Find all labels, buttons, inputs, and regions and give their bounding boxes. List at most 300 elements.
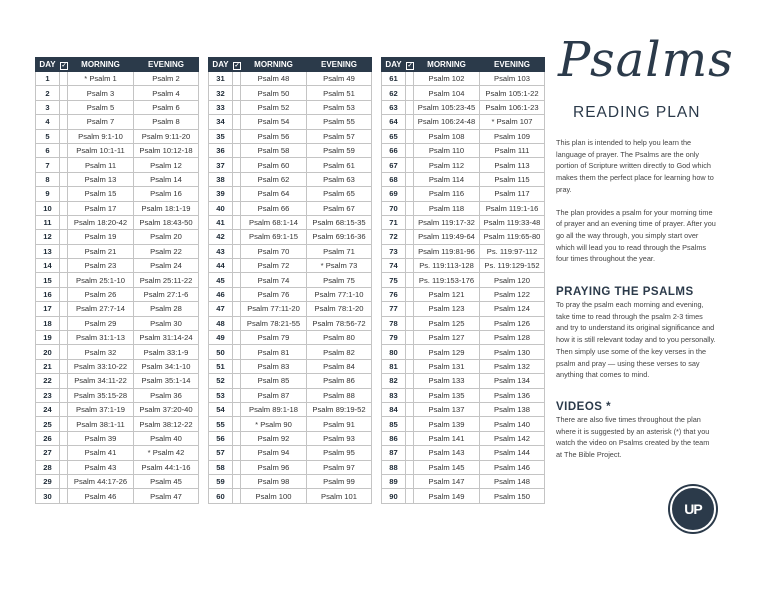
- table-row: [382, 230, 545, 244]
- morning-reading: Ps. 119:113-128: [414, 259, 480, 273]
- evening-reading: Psalm 130: [480, 345, 545, 359]
- checkbox[interactable]: [233, 287, 241, 301]
- table-row: [209, 402, 372, 416]
- evening-reading: Psalm 9:11-20: [134, 129, 199, 143]
- table-row: [36, 374, 199, 388]
- morning-reading: Psalm 121: [414, 287, 480, 301]
- table-row: [382, 172, 545, 186]
- checkbox[interactable]: [406, 302, 414, 316]
- table-row: [36, 417, 199, 431]
- morning-reading: Psalm 41: [68, 446, 134, 460]
- table-row: [382, 129, 545, 143]
- day-number: 79: [382, 331, 406, 345]
- checkbox[interactable]: [233, 345, 241, 359]
- evening-reading: Psalm 97: [307, 460, 372, 474]
- evening-reading: Psalm 88: [307, 388, 372, 402]
- morning-reading: Psalm 141: [414, 431, 480, 445]
- checkbox[interactable]: [406, 460, 414, 474]
- day-number: 39: [209, 187, 233, 201]
- day-number: 8: [36, 172, 60, 186]
- checkbox[interactable]: [406, 215, 414, 229]
- day-number: 49: [209, 331, 233, 345]
- day-number: 69: [382, 187, 406, 201]
- checkbox[interactable]: [406, 474, 414, 488]
- day-number: 54: [209, 402, 233, 416]
- evening-reading: Psalm 75: [307, 273, 372, 287]
- table-row: [209, 172, 372, 186]
- day-number: 27: [36, 446, 60, 460]
- checkbox[interactable]: [406, 158, 414, 172]
- checkbox[interactable]: [233, 446, 241, 460]
- checkbox[interactable]: [406, 100, 414, 114]
- checkbox[interactable]: [60, 489, 68, 503]
- day-number: 16: [36, 287, 60, 301]
- table-row: [382, 446, 545, 460]
- evening-reading: Psalm 61: [307, 158, 372, 172]
- table-header-row: [382, 58, 545, 72]
- checkbox[interactable]: [60, 143, 68, 157]
- reading-table-3: [381, 57, 545, 504]
- table-row: [209, 215, 372, 229]
- checkbox[interactable]: [60, 72, 68, 86]
- reading-table-1: [35, 57, 199, 504]
- checkbox[interactable]: [233, 201, 241, 215]
- checkbox[interactable]: [60, 460, 68, 474]
- evening-reading: Psalm 47: [134, 489, 199, 503]
- day-number: 65: [382, 129, 406, 143]
- checkbox[interactable]: [406, 359, 414, 373]
- day-number: 22: [36, 374, 60, 388]
- evening-reading: Psalm 142: [480, 431, 545, 445]
- checkbox[interactable]: [60, 86, 68, 100]
- day-number: 43: [209, 244, 233, 258]
- day-number: 38: [209, 172, 233, 186]
- morning-reading: Psalm 19: [68, 230, 134, 244]
- checkbox[interactable]: [60, 230, 68, 244]
- evening-reading: Psalm 55: [307, 115, 372, 129]
- checkbox[interactable]: [406, 287, 414, 301]
- table-row: [382, 187, 545, 201]
- day-number: 42: [209, 230, 233, 244]
- morning-reading: Psalm 54: [241, 115, 307, 129]
- checkbox[interactable]: [60, 187, 68, 201]
- day-number: 11: [36, 215, 60, 229]
- check-header-icon: ✓: [60, 58, 68, 72]
- table-row: [36, 331, 199, 345]
- morning-reading: Psalm 5: [68, 100, 134, 114]
- evening-reading: Psalm 10:12-18: [134, 143, 199, 157]
- morning-reading: Psalm 76: [241, 287, 307, 301]
- checkbox[interactable]: [60, 158, 68, 172]
- morning-reading: Psalm 78:21-55: [241, 316, 307, 330]
- evening-reading: Psalm 122: [480, 287, 545, 301]
- evening-reading: Psalm 18:1-19: [134, 201, 199, 215]
- evening-reading: Psalm 68:15-35: [307, 215, 372, 229]
- day-number: 84: [382, 402, 406, 416]
- day-number: 19: [36, 331, 60, 345]
- day-number: 45: [209, 273, 233, 287]
- table-row: [209, 431, 372, 445]
- day-number: 26: [36, 431, 60, 445]
- checkbox[interactable]: [406, 316, 414, 330]
- checkbox[interactable]: [406, 201, 414, 215]
- morning-reading: Psalm 94: [241, 446, 307, 460]
- evening-reading: Psalm 150: [480, 489, 545, 503]
- day-number: 34: [209, 115, 233, 129]
- checkbox[interactable]: [406, 431, 414, 445]
- checkbox[interactable]: [233, 72, 241, 86]
- checkbox[interactable]: [60, 388, 68, 402]
- evening-reading: Psalm 93: [307, 431, 372, 445]
- evening-reading: Psalm 119:1-16: [480, 201, 545, 215]
- table-row: [36, 187, 199, 201]
- table-row: [382, 158, 545, 172]
- morning-reading: Psalm 43: [68, 460, 134, 474]
- checkbox[interactable]: [60, 374, 68, 388]
- morning-reading: Psalm 74: [241, 273, 307, 287]
- checkbox[interactable]: [233, 359, 241, 373]
- day-number: 73: [382, 244, 406, 258]
- checkbox[interactable]: [406, 230, 414, 244]
- morning-reading: Psalm 98: [241, 474, 307, 488]
- checkbox[interactable]: [406, 259, 414, 273]
- table-row: [382, 417, 545, 431]
- morning-reading: Psalm 46: [68, 489, 134, 503]
- table-row: [209, 287, 372, 301]
- morning-reading: Psalm 26: [68, 287, 134, 301]
- day-number: 64: [382, 115, 406, 129]
- table-row: [36, 129, 199, 143]
- evening-reading: Psalm 28: [134, 302, 199, 316]
- checkbox[interactable]: [60, 359, 68, 373]
- checkbox[interactable]: [406, 244, 414, 258]
- table-row: [209, 474, 372, 488]
- checkbox[interactable]: [60, 417, 68, 431]
- checkbox[interactable]: [233, 331, 241, 345]
- checkbox[interactable]: [233, 86, 241, 100]
- table-row: [209, 446, 372, 460]
- table-row: [209, 129, 372, 143]
- table-row: [36, 402, 199, 416]
- checkbox[interactable]: [233, 460, 241, 474]
- checkbox[interactable]: [233, 100, 241, 114]
- morning-reading: Psalm 135: [414, 388, 480, 402]
- table-row: [36, 489, 199, 503]
- checkbox[interactable]: [60, 287, 68, 301]
- checkbox[interactable]: [233, 115, 241, 129]
- morning-reading: Psalm 118: [414, 201, 480, 215]
- checkbox[interactable]: [406, 129, 414, 143]
- table-row: [209, 302, 372, 316]
- table-row: [36, 273, 199, 287]
- morning-reading: Psalm 64: [241, 187, 307, 201]
- morning-reading: Psalm 3: [68, 86, 134, 100]
- morning-reading: Psalm 92: [241, 431, 307, 445]
- checkbox[interactable]: [406, 489, 414, 503]
- day-number: 21: [36, 359, 60, 373]
- morning-reading: Psalm 137: [414, 402, 480, 416]
- evening-reading: Psalm 49: [307, 72, 372, 86]
- checkbox[interactable]: [406, 273, 414, 287]
- morning-reading: Psalm 27:7-14: [68, 302, 134, 316]
- checkbox[interactable]: [233, 316, 241, 330]
- evening-header: EVENING: [134, 58, 199, 72]
- praying-section: [556, 286, 716, 381]
- checkbox[interactable]: [60, 273, 68, 287]
- checkbox[interactable]: [406, 402, 414, 416]
- morning-reading: Psalm 33:10-22: [68, 359, 134, 373]
- table-row: [36, 388, 199, 402]
- morning-reading: Psalm 50: [241, 86, 307, 100]
- morning-reading: Psalm 139: [414, 417, 480, 431]
- day-number: 4: [36, 115, 60, 129]
- morning-reading: Psalm 96: [241, 460, 307, 474]
- checkbox[interactable]: [233, 259, 241, 273]
- table-row: [36, 460, 199, 474]
- checkbox[interactable]: [406, 388, 414, 402]
- day-number: 28: [36, 460, 60, 474]
- table-header-row: [209, 58, 372, 72]
- checkbox[interactable]: [233, 388, 241, 402]
- checkbox[interactable]: [60, 129, 68, 143]
- evening-reading: Psalm 103: [480, 72, 545, 86]
- morning-reading: Psalm 68:1-14: [241, 215, 307, 229]
- checkbox[interactable]: [406, 143, 414, 157]
- checkbox[interactable]: [233, 474, 241, 488]
- table-row: [36, 474, 199, 488]
- evening-reading: Psalm 117: [480, 187, 545, 201]
- day-number: 3: [36, 100, 60, 114]
- morning-reading: Psalm 85: [241, 374, 307, 388]
- table-row: [209, 115, 372, 129]
- evening-reading: Psalm 65: [307, 187, 372, 201]
- table-row: [382, 331, 545, 345]
- table-row: [36, 359, 199, 373]
- day-number: 20: [36, 345, 60, 359]
- checkbox[interactable]: [233, 187, 241, 201]
- day-number: 1: [36, 72, 60, 86]
- morning-reading: Psalm 125: [414, 316, 480, 330]
- plan-title: Psalms: [558, 32, 734, 88]
- morning-reading: Psalm 38:1-11: [68, 417, 134, 431]
- morning-reading: Psalm 23: [68, 259, 134, 273]
- table-row: [36, 143, 199, 157]
- checkbox[interactable]: [60, 259, 68, 273]
- evening-reading: * Psalm 73: [307, 259, 372, 273]
- checkbox[interactable]: [233, 129, 241, 143]
- up-logo: [670, 486, 716, 532]
- evening-reading: Psalm 144: [480, 446, 545, 460]
- table-header-row: [36, 58, 199, 72]
- evening-reading: Psalm 132: [480, 359, 545, 373]
- evening-reading: Psalm 67: [307, 201, 372, 215]
- day-number: 90: [382, 489, 406, 503]
- morning-reading: Psalm 69:1-15: [241, 230, 307, 244]
- day-number: 2: [36, 86, 60, 100]
- checkbox[interactable]: [406, 417, 414, 431]
- day-number: 47: [209, 302, 233, 316]
- evening-reading: Psalm 119:65-80: [480, 230, 545, 244]
- day-number: 33: [209, 100, 233, 114]
- morning-reading: Psalm 58: [241, 143, 307, 157]
- table-row: [209, 489, 372, 503]
- checkbox[interactable]: [233, 143, 241, 157]
- checkbox[interactable]: [233, 244, 241, 258]
- day-number: 70: [382, 201, 406, 215]
- day-number: 23: [36, 388, 60, 402]
- checkbox[interactable]: [233, 302, 241, 316]
- checkbox[interactable]: [406, 72, 414, 86]
- evening-reading: Psalm 69:16-36: [307, 230, 372, 244]
- checkbox[interactable]: [60, 402, 68, 416]
- evening-reading: Psalm 99: [307, 474, 372, 488]
- morning-header: MORNING: [414, 58, 480, 72]
- checkbox[interactable]: [60, 115, 68, 129]
- checkbox[interactable]: [406, 86, 414, 100]
- evening-reading: Psalm 128: [480, 331, 545, 345]
- morning-reading: Psalm 52: [241, 100, 307, 114]
- day-number: 6: [36, 143, 60, 157]
- evening-reading: Psalm 71: [307, 244, 372, 258]
- morning-reading: Psalm 81: [241, 345, 307, 359]
- day-number: 44: [209, 259, 233, 273]
- table-row: [382, 431, 545, 445]
- checkbox[interactable]: [60, 215, 68, 229]
- morning-reading: Psalm 62: [241, 172, 307, 186]
- day-number: 66: [382, 143, 406, 157]
- evening-reading: Psalm 95: [307, 446, 372, 460]
- day-number: 71: [382, 215, 406, 229]
- checkbox[interactable]: [406, 374, 414, 388]
- evening-reading: Psalm 126: [480, 316, 545, 330]
- morning-reading: Psalm 110: [414, 143, 480, 157]
- intro-section: [556, 137, 716, 265]
- day-number: 78: [382, 316, 406, 330]
- day-number: 35: [209, 129, 233, 143]
- day-number: 81: [382, 359, 406, 373]
- checkbox[interactable]: [233, 417, 241, 431]
- checkbox[interactable]: [60, 345, 68, 359]
- checkbox[interactable]: [406, 115, 414, 129]
- morning-reading: Psalm 48: [241, 72, 307, 86]
- evening-reading: * Psalm 107: [480, 115, 545, 129]
- evening-reading: Psalm 4: [134, 86, 199, 100]
- evening-reading: Psalm 86: [307, 374, 372, 388]
- morning-reading: Psalm 87: [241, 388, 307, 402]
- evening-reading: Psalm 82: [307, 345, 372, 359]
- table-row: [382, 374, 545, 388]
- evening-reading: Psalm 124: [480, 302, 545, 316]
- checkbox[interactable]: [60, 474, 68, 488]
- morning-reading: Psalm 143: [414, 446, 480, 460]
- table-row: [209, 86, 372, 100]
- checkbox[interactable]: [406, 187, 414, 201]
- evening-reading: Psalm 109: [480, 129, 545, 143]
- morning-reading: Psalm 70: [241, 244, 307, 258]
- checkbox[interactable]: [406, 172, 414, 186]
- morning-reading: Psalm 17: [68, 201, 134, 215]
- checkbox[interactable]: [60, 244, 68, 258]
- table-row: [382, 489, 545, 503]
- evening-reading: Psalm 12: [134, 158, 199, 172]
- evening-reading: Psalm 106:1-23: [480, 100, 545, 114]
- intro-paragraph-2: The plan provides a psalm for your morning time of prayer and an evening time of prayer. After you go all the way through, you simply start over which will lead you to read through the Psalms four times throughout the year.: [556, 207, 716, 264]
- checkbox[interactable]: [233, 374, 241, 388]
- evening-reading: Psalm 31:14-24: [134, 331, 199, 345]
- morning-reading: Psalm 29: [68, 316, 134, 330]
- checkbox[interactable]: [233, 402, 241, 416]
- table-row: [382, 302, 545, 316]
- checkbox[interactable]: [233, 431, 241, 445]
- table-row: [36, 230, 199, 244]
- checkbox[interactable]: [60, 172, 68, 186]
- evening-reading: Psalm 115: [480, 172, 545, 186]
- table-row: [382, 143, 545, 157]
- evening-reading: * Psalm 42: [134, 446, 199, 460]
- day-number: 14: [36, 259, 60, 273]
- table-row: [36, 100, 199, 114]
- checkbox[interactable]: [233, 273, 241, 287]
- checkbox[interactable]: [60, 431, 68, 445]
- checkbox[interactable]: [233, 489, 241, 503]
- checkbox[interactable]: [233, 158, 241, 172]
- checkbox[interactable]: [233, 215, 241, 229]
- morning-reading: Psalm 39: [68, 431, 134, 445]
- morning-reading: Psalm 147: [414, 474, 480, 488]
- checkbox[interactable]: [60, 446, 68, 460]
- checkbox[interactable]: [60, 302, 68, 316]
- evening-reading: Psalm 89:19-52: [307, 402, 372, 416]
- checkbox[interactable]: [406, 345, 414, 359]
- table-row: [209, 259, 372, 273]
- checkbox[interactable]: [60, 100, 68, 114]
- checkbox[interactable]: [60, 316, 68, 330]
- table-row: [209, 374, 372, 388]
- table-row: [36, 287, 199, 301]
- day-number: 40: [209, 201, 233, 215]
- day-number: 10: [36, 201, 60, 215]
- day-number: 87: [382, 446, 406, 460]
- evening-reading: Psalm 37:20-40: [134, 402, 199, 416]
- morning-header: MORNING: [241, 58, 307, 72]
- evening-reading: Psalm 16: [134, 187, 199, 201]
- day-number: 67: [382, 158, 406, 172]
- praying-heading: PRAYING THE PSALMS: [556, 286, 694, 298]
- day-number: 77: [382, 302, 406, 316]
- checkbox[interactable]: [233, 172, 241, 186]
- evening-reading: Psalm 101: [307, 489, 372, 503]
- morning-reading: Psalm 56: [241, 129, 307, 143]
- praying-paragraph: To pray the psalm each morning and evening, take time to read through the psalm 2-3 times and try to understand its original significance and how it is still relevant today and to you personally. Then simply use some of the key verses in the psalm and pray — using these verses to say anything that comes to mind.: [556, 300, 716, 380]
- evening-reading: Psalm 80: [307, 331, 372, 345]
- morning-reading: Psalm 79: [241, 331, 307, 345]
- day-number: 62: [382, 86, 406, 100]
- table-row: [36, 316, 199, 330]
- table-row: [209, 244, 372, 258]
- checkbox[interactable]: [406, 446, 414, 460]
- checkbox[interactable]: [60, 331, 68, 345]
- checkbox[interactable]: [233, 230, 241, 244]
- videos-paragraph: There are also five times throughout the plan where it is suggested by an asterisk (*) that you watch the video on Psalms created by the team at The Bible Project.: [556, 415, 710, 460]
- checkbox[interactable]: [60, 201, 68, 215]
- day-number: 88: [382, 460, 406, 474]
- table-row: [382, 316, 545, 330]
- check-header-icon: ✓: [233, 58, 241, 72]
- evening-header: EVENING: [307, 58, 372, 72]
- checkbox[interactable]: [406, 331, 414, 345]
- day-number: 89: [382, 474, 406, 488]
- evening-reading: Psalm 51: [307, 86, 372, 100]
